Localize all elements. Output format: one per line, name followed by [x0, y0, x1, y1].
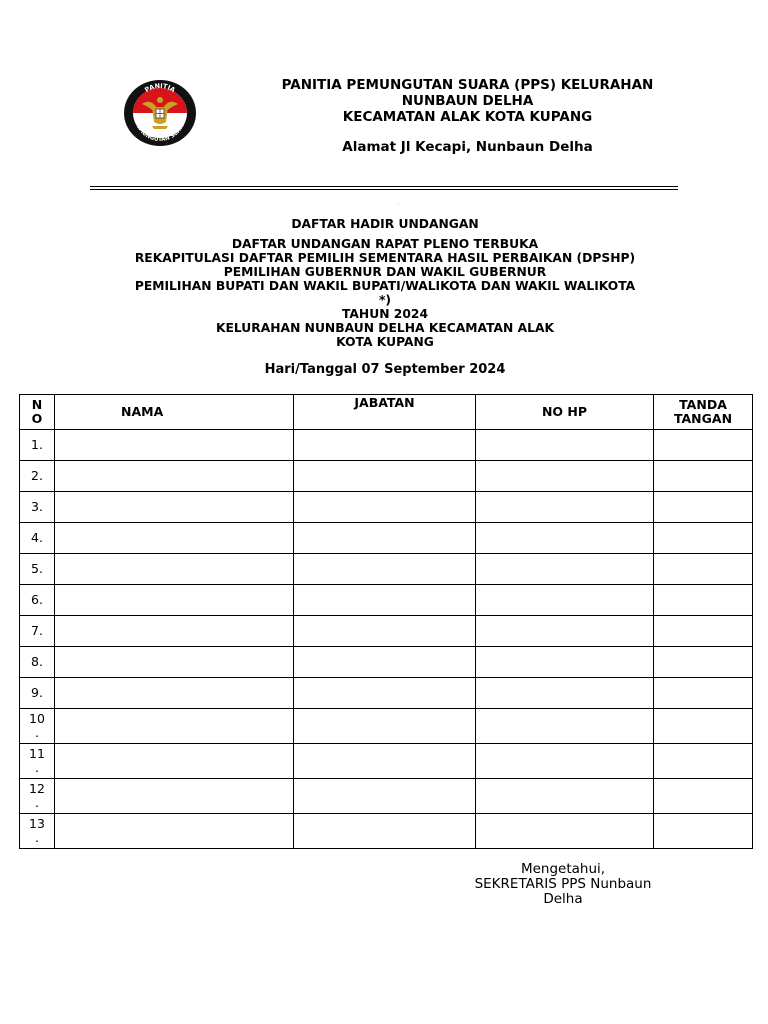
row-number-text: 10: [29, 711, 45, 726]
table-row: [20, 709, 753, 744]
kop-divider-bottom: [90, 189, 678, 190]
nama-cell[interactable]: [55, 492, 294, 523]
row-number-text: 7.: [31, 623, 43, 638]
row-number-text: 3.: [31, 499, 43, 514]
title-line-8: KOTA KUPANG: [336, 335, 434, 349]
jabatan-cell[interactable]: [294, 523, 476, 554]
no-hp-cell[interactable]: [476, 814, 654, 849]
table-row: [20, 616, 753, 647]
no-hp-cell[interactable]: [476, 709, 654, 744]
no-hp-cell[interactable]: [476, 430, 654, 461]
no-hp-cell[interactable]: [476, 647, 654, 678]
signature-line-1: Mengetahui,: [520, 861, 606, 877]
table-row: [20, 461, 753, 492]
table-row: [20, 585, 753, 616]
nama-cell[interactable]: [55, 585, 294, 616]
letterhead: [240, 77, 695, 125]
row-number: [20, 430, 55, 461]
tanda-tangan-cell[interactable]: [654, 814, 753, 849]
row-number-text: 11: [29, 746, 45, 761]
no-hp-cell[interactable]: [476, 523, 654, 554]
tanda-tangan-cell[interactable]: [654, 585, 753, 616]
no-hp-cell[interactable]: [476, 779, 654, 814]
nama-cell[interactable]: [55, 430, 294, 461]
no-hp-cell[interactable]: [476, 461, 654, 492]
no-hp-cell[interactable]: [476, 678, 654, 709]
nama-cell[interactable]: [55, 554, 294, 585]
row-number: [20, 709, 55, 744]
kop-divider-top: [90, 186, 678, 187]
logo-text-top: PANITIA: [143, 81, 177, 95]
title-line-6: TAHUN 2024: [341, 307, 429, 321]
header-ttd-line-1: TANDA: [679, 397, 727, 412]
row-number: [20, 647, 55, 678]
no-hp-cell[interactable]: [476, 744, 654, 779]
header-tanda-tangan: [654, 395, 753, 430]
tanda-tangan-cell[interactable]: [654, 461, 753, 492]
row-number-text: 9.: [31, 685, 43, 700]
letterhead-line-3: KECAMATAN ALAK KOTA KUPANG: [342, 109, 593, 125]
row-number-suffix: .: [35, 795, 39, 810]
title-line-1: DAFTAR UNDANGAN RAPAT PLENO TERBUKA: [231, 237, 539, 251]
row-number-suffix: .: [35, 830, 39, 845]
title-line-2: REKAPITULASI DAFTAR PEMILIH SEMENTARA HASIL PERBAIKAN (DPSHP): [134, 251, 636, 265]
table-row: [20, 647, 753, 678]
signature-block: [448, 862, 678, 907]
row-number-text: 6.: [31, 592, 43, 607]
title-line-3: PEMILIHAN GUBERNUR DAN WAKIL GUBERNUR: [223, 265, 547, 279]
jabatan-cell[interactable]: [294, 585, 476, 616]
jabatan-cell[interactable]: [294, 492, 476, 523]
header-no-hp: NO HP: [476, 395, 654, 430]
jabatan-cell[interactable]: [294, 709, 476, 744]
row-number-text: 1.: [31, 437, 43, 452]
row-number-text: 8.: [31, 654, 43, 669]
date-line: Hari/Tanggal 07 September 2024: [264, 362, 506, 377]
header-ttd-line-2: TANGAN: [673, 411, 733, 426]
stray-dot: .: [398, 200, 400, 206]
kpu-logo: [122, 78, 198, 148]
letterhead-address: Alamat Jl Kecapi, Nunbaun Delha: [342, 139, 593, 155]
nama-cell[interactable]: [55, 616, 294, 647]
letterhead-line-1: PANITIA PEMUNGUTAN SUARA (PPS) KELURAHAN: [281, 77, 654, 93]
tanda-tangan-cell[interactable]: [654, 779, 753, 814]
header-no: [20, 395, 55, 430]
jabatan-cell[interactable]: [294, 430, 476, 461]
row-number-text: 13: [29, 816, 45, 831]
row-number-text: 2.: [31, 468, 43, 483]
nama-cell[interactable]: [55, 744, 294, 779]
jabatan-cell[interactable]: [294, 814, 476, 849]
logo-text-bottom: PEMUNGUTAN SUARA: [133, 120, 187, 144]
table-row: [20, 492, 753, 523]
title-line-4: PEMILIHAN BUPATI DAN WAKIL BUPATI/WALIKOTA DAN WAKIL WALIKOTA: [134, 279, 636, 293]
row-number: [20, 492, 55, 523]
header-no-line-2: O: [31, 411, 43, 426]
jabatan-cell[interactable]: [294, 779, 476, 814]
jabatan-cell[interactable]: [294, 461, 476, 492]
nama-cell[interactable]: [55, 678, 294, 709]
row-number: [20, 616, 55, 647]
nama-cell[interactable]: [55, 461, 294, 492]
tanda-tangan-cell[interactable]: [654, 616, 753, 647]
tanda-tangan-cell[interactable]: [654, 647, 753, 678]
row-number-text: 5.: [31, 561, 43, 576]
row-number: [20, 814, 55, 849]
tanda-tangan-cell[interactable]: [654, 492, 753, 523]
row-number-text: 12: [29, 781, 45, 796]
row-number: [20, 779, 55, 814]
tanda-tangan-cell[interactable]: [654, 554, 753, 585]
tanda-tangan-cell[interactable]: [654, 430, 753, 461]
header-jabatan: JABATAN: [294, 395, 476, 430]
header-no-line-1: N: [31, 397, 43, 412]
no-hp-cell[interactable]: [476, 554, 654, 585]
attendance-table: [19, 394, 753, 849]
tanda-tangan-cell[interactable]: [654, 523, 753, 554]
no-hp-cell[interactable]: [476, 585, 654, 616]
no-hp-cell[interactable]: [476, 616, 654, 647]
row-number: [20, 523, 55, 554]
tanda-tangan-cell[interactable]: [654, 744, 753, 779]
nama-cell[interactable]: [55, 523, 294, 554]
signature-line-2: SEKRETARIS PPS Nunbaun: [474, 876, 652, 892]
table-row: [20, 779, 753, 814]
row-number-text: 4.: [31, 530, 43, 545]
table-row: [20, 554, 753, 585]
table-row: [20, 744, 753, 779]
table-header-row: [20, 395, 753, 430]
row-number: [20, 461, 55, 492]
title-line-7: KELURAHAN NUNBAUN DELHA KECAMATAN ALAK: [215, 321, 555, 335]
tanda-tangan-cell[interactable]: [654, 709, 753, 744]
jabatan-cell[interactable]: [294, 744, 476, 779]
letterhead-line-2: NUNBAUN DELHA: [401, 93, 534, 109]
table-row: [20, 814, 753, 849]
nama-cell[interactable]: [55, 814, 294, 849]
kpu-emblem-icon: [122, 78, 198, 148]
row-number: [20, 744, 55, 779]
table-row: [20, 430, 753, 461]
row-number-suffix: .: [35, 725, 39, 740]
row-number-suffix: .: [35, 760, 39, 775]
row-number: [20, 554, 55, 585]
row-number: [20, 678, 55, 709]
no-hp-cell[interactable]: [476, 492, 654, 523]
jabatan-cell[interactable]: [294, 647, 476, 678]
nama-cell[interactable]: [55, 647, 294, 678]
jabatan-cell[interactable]: [294, 616, 476, 647]
jabatan-cell[interactable]: [294, 554, 476, 585]
header-nama: NAMA: [55, 395, 294, 430]
nama-cell[interactable]: [55, 779, 294, 814]
signature-line-3: Delha: [543, 891, 583, 907]
title-line-5: *): [378, 293, 392, 307]
table-row: [20, 678, 753, 709]
row-number: [20, 585, 55, 616]
nama-cell[interactable]: [55, 709, 294, 744]
jabatan-cell[interactable]: [294, 678, 476, 709]
table-row: [20, 523, 753, 554]
tanda-tangan-cell[interactable]: [654, 678, 753, 709]
doc-title: DAFTAR HADIR UNDANGAN: [291, 217, 479, 231]
